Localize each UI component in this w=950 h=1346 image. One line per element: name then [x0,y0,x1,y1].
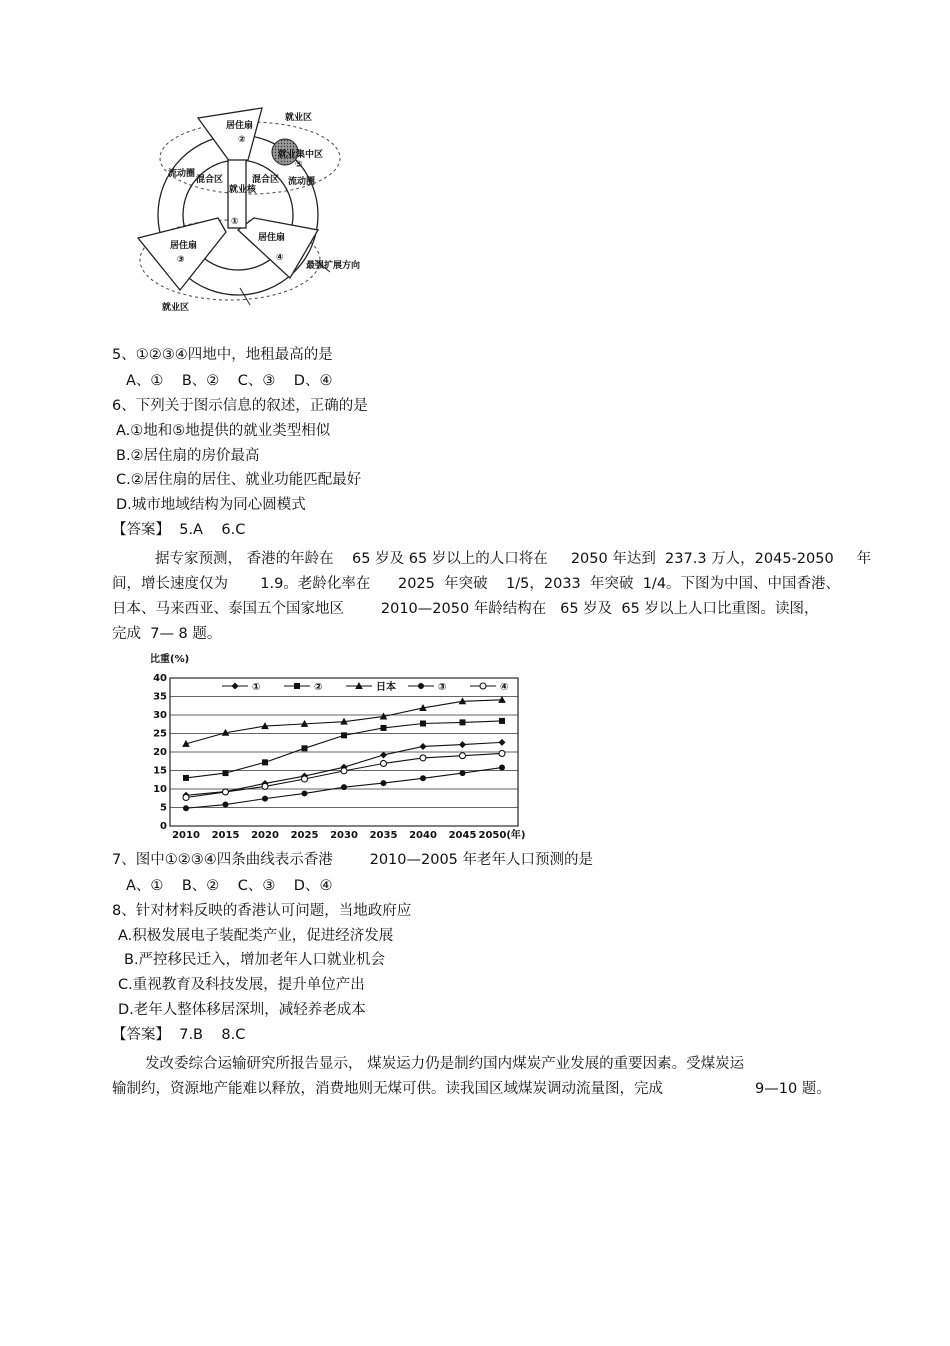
data-point-s4-8 [499,750,505,756]
data-point-s0-8 [499,739,506,746]
y-tick-label: 35 [153,691,167,703]
data-point-s1-7 [460,719,466,725]
data-point-s4-2 [262,783,268,789]
data-point-s3-8 [499,765,505,771]
data-point-s0-5 [380,751,387,758]
bottom-leader [240,288,250,305]
label-circle3: ③ [177,255,185,265]
paragraph-1-line-4: 完成 7— 8 题。 [112,626,222,642]
label-hunhe-left: 混合区 [196,175,224,185]
label-jiuye-core: 就业核 [229,185,257,195]
question-8: 8、针对材料反映的香港认可问题，当地政府应 [112,903,412,919]
data-point-s1-8 [499,718,505,724]
data-point-s4-1 [223,789,229,795]
data-point-s4-0 [183,795,189,801]
question-6-option-c: C.②居住扇的居住、就业功能匹配最好 [116,472,362,488]
x-tick-label: 2020 [251,830,279,841]
label-jiuye-bottom: 就业区 [162,303,190,313]
question-6-option-a: A.①地和⑤地提供的就业类型相似 [116,423,331,439]
paragraph-1-line-1: 据专家预测， 香港的年龄在 65 岁及 65 岁以上的人口将在 2050 年达到 237.3 万人，2045-2050 年 [155,551,872,567]
question-5: 5、①②③④四地中，地租最高的是 [112,347,333,363]
legend-marker-3 [418,683,424,689]
label-circle2: ② [238,135,246,145]
x-tick-label: 2035 [369,830,398,841]
x-tick-label: 2025 [290,830,319,841]
paragraph-2-line-2: 输制约，资源地产能难以释放，消费地则无煤可供。读我国区域煤炭调动流量图，完成 [112,1081,663,1097]
data-point-s3-4 [341,784,347,790]
question-8-option-a: A.积极发展电子装配类产业，促进经济发展 [118,928,394,944]
question-6-option-b: B.②居住扇的房价最高 [116,448,260,464]
question-5-options: A、① B、② C、③ D、④ [126,373,333,389]
label-kuozhan: 最强扩展方向 [306,261,361,271]
data-point-s1-2 [262,759,268,765]
legend-marker-4 [480,683,486,689]
data-point-s1-5 [381,725,387,731]
data-point-s3-0 [183,805,189,811]
question-7-options: A、① B、② C、③ D、④ [126,878,333,894]
question-8-option-b: B.严控移民迁入，增加老年人口就业机会 [124,952,386,968]
legend-label-3: ③ [438,682,447,693]
data-point-s1-3 [302,745,308,751]
paragraph-2-line-2-end: 9—10 题。 [755,1081,831,1097]
data-point-s4-6 [420,755,426,761]
label-jiuye-top: 就业区 [285,113,313,123]
data-point-s4-3 [302,776,308,782]
data-point-s1-6 [420,721,426,727]
label-circle4: ④ [276,253,284,263]
y-tick-label: 40 [153,673,167,684]
label-jiuye-jizhong: 就业集中区 [278,150,324,160]
x-tick-label: 2050(年) [478,830,526,841]
label-hunhe-right: 混合区 [252,175,280,185]
label-juzhu-left: 居住扇 [170,241,198,251]
series-line-4 [186,753,502,797]
label-juzhu-right: 居住扇 [258,233,286,243]
legend-marker-1 [294,683,300,689]
data-point-s4-5 [381,760,387,766]
data-point-s4-4 [341,768,347,774]
data-point-s3-6 [420,775,426,781]
y-axis-label: 比重(%) [150,654,190,665]
label-circle1: ① [231,217,239,227]
top-wedge [198,108,262,162]
elderly-population-chart [150,650,530,845]
x-tick-label: 2030 [330,830,358,841]
label-liudong-right: 流动圈 [288,177,316,187]
y-tick-label: 15 [153,765,167,777]
label-juzhu-top: 居住扇 [226,121,254,131]
data-point-s3-3 [302,790,308,796]
y-tick-label: 25 [153,728,167,740]
x-tick-label: 2015 [211,830,240,841]
data-point-s0-6 [420,743,427,750]
x-tick-label: 2040 [409,830,437,841]
data-point-s0-7 [459,741,466,748]
question-6-option-d: D.城市地域结构为同心圆模式 [116,497,306,513]
question-6: 6、下列关于图示信息的叙述，正确的是 [112,398,368,414]
paragraph-1-line-2: 间，增长速度仅为 1.9。老龄化率在 2025 年突破 1/5，2033 年突破 1/4。下图为中国、中国香港、 [112,576,841,592]
question-8-option-c: C.重视教育及科技发展，提升单位产出 [118,977,365,993]
y-tick-label: 20 [153,747,167,758]
data-point-s3-5 [381,780,387,786]
data-point-s4-7 [460,753,466,759]
data-point-s3-7 [460,770,466,776]
paragraph-1-line-3: 日本、马来西亚、泰国五个国家地区 2010—2050 年龄结构在 65 岁及 65 岁以上人口比重图。读图， [112,601,819,617]
legend-label-1: ② [314,682,323,693]
answer-7-8: 【答案】 7.B 8.C [112,1027,246,1043]
data-point-s1-1 [223,770,229,776]
legend-label-2: 日本 [376,682,396,693]
paragraph-2-line-1: 发改委综合运输研究所报告显示， 煤炭运力仍是制约国内煤炭产业发展的重要因素。受煤炭运 [145,1056,745,1072]
data-point-s3-1 [223,802,229,808]
x-tick-label: 2010 [172,830,200,841]
city-structure-diagram [130,100,390,320]
data-point-s3-2 [262,796,268,802]
y-tick-label: 0 [160,821,167,832]
y-tick-label: 5 [160,802,167,814]
legend-label-0: ① [252,682,261,693]
y-tick-label: 10 [153,784,167,795]
question-7: 7、图中①②③④四条曲线表示香港 2010—2005 年老年人口预测的是 [112,852,594,868]
label-circle5: ⑤ [295,160,303,170]
answer-5-6: 【答案】 5.A 6.C [112,522,246,538]
data-point-s1-4 [341,732,347,738]
question-8-option-d: D.老年人整体移居深圳，减轻养老成本 [118,1002,366,1018]
legend-label-4: ④ [500,682,509,693]
legend-marker-0 [232,683,239,690]
y-tick-label: 30 [153,710,167,721]
data-point-s1-0 [183,775,189,781]
x-tick-label: 2045 [448,830,477,841]
label-liudong-left: 流动圈 [168,169,196,179]
